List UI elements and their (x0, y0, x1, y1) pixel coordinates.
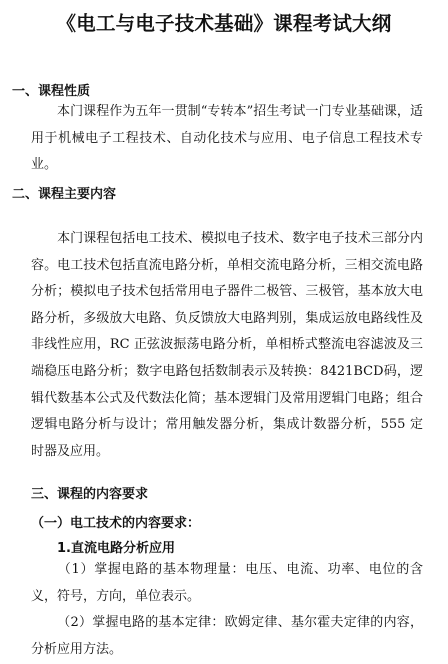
item-title-dc-circuit: 1.直流电路分析应用 (57, 541, 175, 556)
document-title: 《电工与电子技术基础》课程考试大纲 (56, 12, 392, 35)
section-heading-main-content: 二、课程主要内容 (12, 187, 117, 202)
paragraph-item-2 (31, 610, 423, 663)
paragraph-main-content-text: 本门课程包括电工技术、模拟电子技术、数字电子技术三部分内容。电工技术包括直流电路分析，单相交流电路分析，三相交流电路分析；模拟电子技术包括常用电子器件二极管、三极管，基本放大电路分析，多级放大电路、负反馈放大电路判别，集成运放电路线性及非线性应用，RC 正弦波振荡电路分析，单相桥式整流电容滤波及三端稳压电路分析；数字电路包括数制表示及转换：8421BCD码，逻辑代数基本公式及代数法化简；基本逻辑门及常用逻辑门电路；组合逻辑电路分析与设计；常用触发器分析，集成计数器分析，555 定时器及应用。 (31, 231, 423, 459)
section-heading-nature: 一、课程性质 (12, 84, 91, 99)
section-heading-content-requirements: 三、课程的内容要求 (31, 487, 149, 502)
paragraph-main-content (31, 226, 423, 465)
paragraph-item-2-text: （2）掌握电路的基本定律：欧姆定律、基尔霍夫定律的内容，分析应用方法。 (31, 615, 423, 657)
paragraph-item-1-text: （1）掌握电路的基本物理量：电压、电流、功率、电位的含义，符号，方向，单位表示。 (31, 562, 423, 604)
subheading-electrical: （一）电工技术的内容要求： (31, 516, 201, 531)
paragraph-nature (31, 99, 423, 179)
paragraph-item-1 (31, 557, 423, 610)
paragraph-nature-text: 本门课程作为五年一贯制“专转本”招生考试一门专业基础课，适用于机械电子工程技术、自动化技术与应用、电子信息工程技术专业。 (31, 104, 423, 173)
